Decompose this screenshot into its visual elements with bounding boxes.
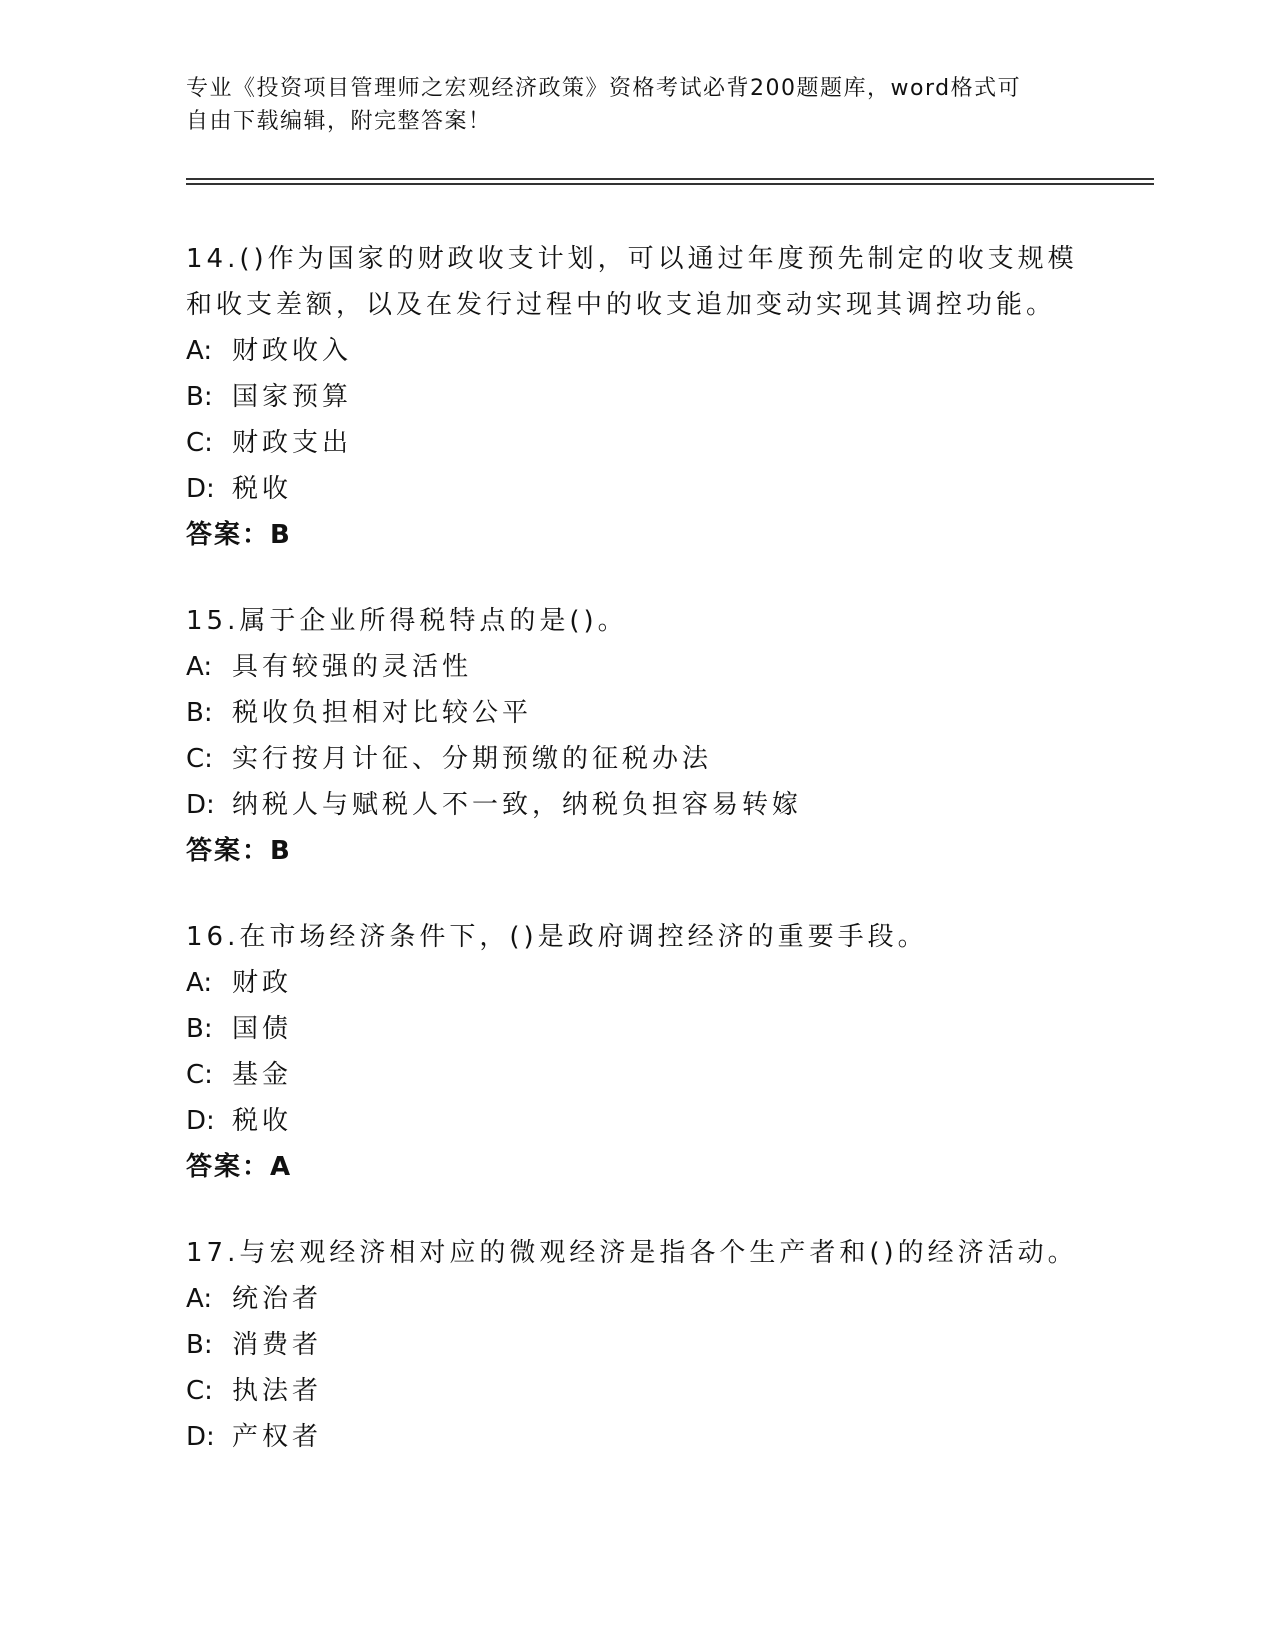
option-key: C: xyxy=(186,744,213,774)
question-17 xyxy=(186,1230,1086,1460)
option-key: C: xyxy=(186,428,213,458)
option-key: A: xyxy=(186,1284,213,1314)
option-text: 执法者 xyxy=(232,1376,323,1406)
option-key: A: xyxy=(186,652,213,682)
option-key: C: xyxy=(186,1060,213,1090)
option-text: 纳税人与赋税人不一致，纳税负担容易转嫁 xyxy=(232,790,803,820)
question-stem: 17.与宏观经济相对应的微观经济是指各个生产者和()的经济活动。 xyxy=(186,1238,1078,1268)
option-key: D: xyxy=(186,1106,215,1136)
option-key: A: xyxy=(186,336,213,366)
option-a xyxy=(186,328,1086,374)
option-c xyxy=(186,1368,1086,1414)
option-text: 基金 xyxy=(232,1060,293,1090)
option-d xyxy=(186,1414,1086,1460)
header-divider-top xyxy=(186,178,1154,180)
option-b xyxy=(186,690,1086,736)
document-header xyxy=(186,72,1066,138)
option-text: 财政 xyxy=(232,968,293,998)
option-b xyxy=(186,1322,1086,1368)
question-list xyxy=(186,236,1086,1500)
header-line-2: 自由下载编辑，附完整答案！ xyxy=(186,109,492,134)
header-line-1: 专业《投资项目管理师之宏观经济政策》资格考试必背200题题库，word格式可 xyxy=(186,76,1022,101)
option-text: 统治者 xyxy=(232,1284,323,1314)
answer-label: 答案：B xyxy=(186,836,292,866)
option-d xyxy=(186,1098,1086,1144)
option-d xyxy=(186,466,1086,512)
option-c xyxy=(186,1052,1086,1098)
question-stem: 14.()作为国家的财政收支计划，可以通过年度预先制定的收支规模和收支差额，以及在发行过程中的收支追加变动实现其调控功能。 xyxy=(186,244,1078,320)
option-text: 国家预算 xyxy=(232,382,353,412)
option-text: 国债 xyxy=(232,1014,293,1044)
question-stem: 15.属于企业所得税特点的是()。 xyxy=(186,606,628,636)
option-a xyxy=(186,960,1086,1006)
option-b xyxy=(186,374,1086,420)
option-text: 实行按月计征、分期预缴的征税办法 xyxy=(232,744,713,774)
answer-label: 答案：A xyxy=(186,1152,293,1182)
question-15 xyxy=(186,598,1086,874)
option-c xyxy=(186,420,1086,466)
option-key: C: xyxy=(186,1376,213,1406)
option-key: B: xyxy=(186,698,213,728)
option-d xyxy=(186,782,1086,828)
header-divider-bottom xyxy=(186,183,1154,185)
option-text: 税收负担相对比较公平 xyxy=(232,698,533,728)
option-key: D: xyxy=(186,1422,215,1452)
option-a xyxy=(186,644,1086,690)
option-key: B: xyxy=(186,1014,213,1044)
question-16 xyxy=(186,914,1086,1190)
option-text: 产权者 xyxy=(232,1422,323,1452)
option-key: A: xyxy=(186,968,213,998)
option-b xyxy=(186,1006,1086,1052)
question-14 xyxy=(186,236,1086,558)
option-key: B: xyxy=(186,382,213,412)
option-text: 财政支出 xyxy=(232,428,353,458)
option-key: D: xyxy=(186,474,215,504)
option-key: D: xyxy=(186,790,215,820)
answer-label: 答案：B xyxy=(186,520,292,550)
option-key: B: xyxy=(186,1330,213,1360)
option-text: 消费者 xyxy=(232,1330,323,1360)
question-stem: 16.在市场经济条件下，()是政府调控经济的重要手段。 xyxy=(186,922,928,952)
option-a xyxy=(186,1276,1086,1322)
option-text: 税收 xyxy=(232,474,293,504)
option-c xyxy=(186,736,1086,782)
option-text: 财政收入 xyxy=(232,336,353,366)
option-text: 具有较强的灵活性 xyxy=(232,652,473,682)
option-text: 税收 xyxy=(232,1106,293,1136)
